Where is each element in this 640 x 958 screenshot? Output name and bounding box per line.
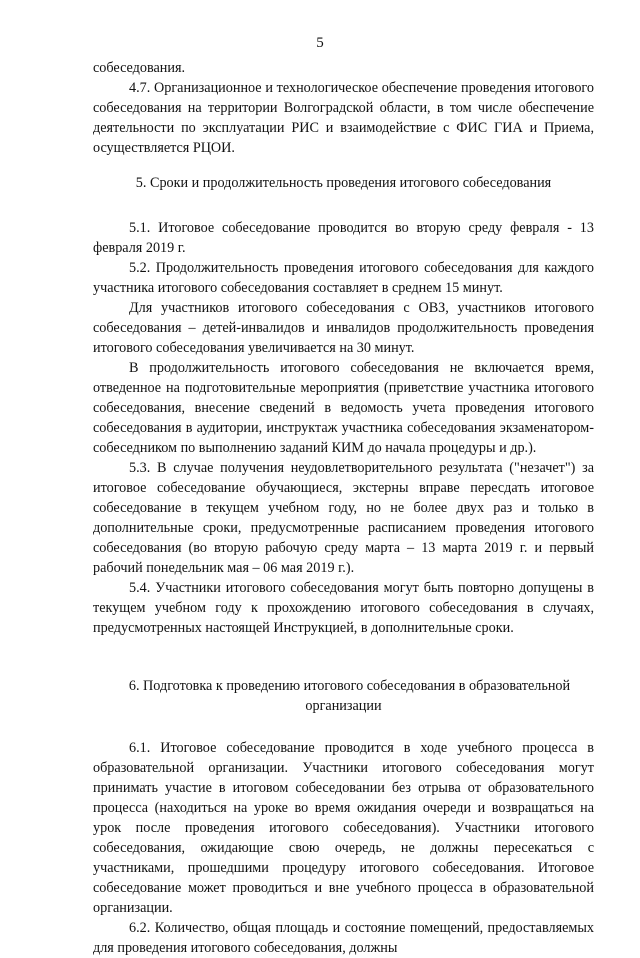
- section-6-heading-line2: организации: [305, 698, 382, 714]
- paragraph-5-1: 5.1. Итоговое собеседование проводится во вторую среду февраля - 13 февраля 2019 г.: [93, 220, 594, 256]
- section-6-heading: [93, 676, 594, 716]
- paragraph-5-2: 5.2. Продолжительность проведения итогового собеседования для каждого участника итогового собеседования составляет в среднем 15 минут.: [93, 260, 594, 296]
- paragraph-5-2-duration: В продолжительность итогового собеседования не включается время, отведенное на подготовительные мероприятия (приветствие участника итогового собеседования, внесение сведений в ведомость учета проведения итогового собеседования в аудитории, инструктаж участника собеседования экзаменатором-собеседником по выполнению заданий КИМ до начала процедуры и др.).: [93, 360, 594, 456]
- paragraph-5-2-ovz: Для участников итогового собеседования с ОВЗ, участников итогового собеседования – детей-инвалидов и инвалидов продолжительность проведения итогового собеседования увеличивается на 30 минут.: [93, 300, 594, 356]
- paragraph-4-7: 4.7. Организационное и технологическое обеспечение проведения итогового собеседования на территории Волгоградской области, в том числе обеспечение деятельности по эксплуатации РИС и взаимодействие с ФИС ГИА и Приема, осуществляется РЦОИ.: [93, 80, 594, 156]
- section-6-heading-line1: 6. Подготовка к проведению итогового собеседования в образовательной: [128, 678, 571, 694]
- paragraph-6-1: 6.1. Итоговое собеседование проводится в ходе учебного процесса в образовательной организации. Участники итогового собеседования могут принимать участие в итоговом собеседовании без отрыва от образовательного процесса (находиться на уроке во время ожидания очереди и возвращаться на урок после проведения итогового собеседования). Участники итогового собеседования, ожидающие свою очередь, не должны пересекаться с участниками, прошедшими процедуру итогового собеседования. Итоговое собеседование может проводиться и вне учебного процесса в образовательной организации.: [93, 740, 594, 916]
- document-body: [93, 58, 594, 958]
- paragraph-5-3: 5.3. В случае получения неудовлетворительного результата ("незачет") за итоговое собеседование обучающиеся, экстерны вправе пересдать итоговое собеседование в текущем учебном году, но не более двух раз и только в дополнительные сроки, предусмотренные расписанием проведения итогового собеседования (во вторую рабочую среду марта – 13 марта 2019 г. и первый рабочий понедельник мая – 06 мая 2019 г.).: [93, 460, 594, 576]
- continuation-text: собеседования.: [93, 60, 186, 76]
- paragraph-6-2: 6.2. Количество, общая площадь и состояние помещений, предоставляемых для проведения итогового собеседования, должны: [93, 920, 594, 956]
- paragraph-5-4: 5.4. Участники итогового собеседования могут быть повторно допущены в текущем учебном году к прохождению итогового собеседования в случаях, предусмотренных настоящей Инструкцией, в дополнительные сроки.: [93, 580, 594, 636]
- page-number: 5: [316, 35, 324, 51]
- section-5-heading: 5. Сроки и продолжительность проведения итогового собеседования: [135, 175, 552, 191]
